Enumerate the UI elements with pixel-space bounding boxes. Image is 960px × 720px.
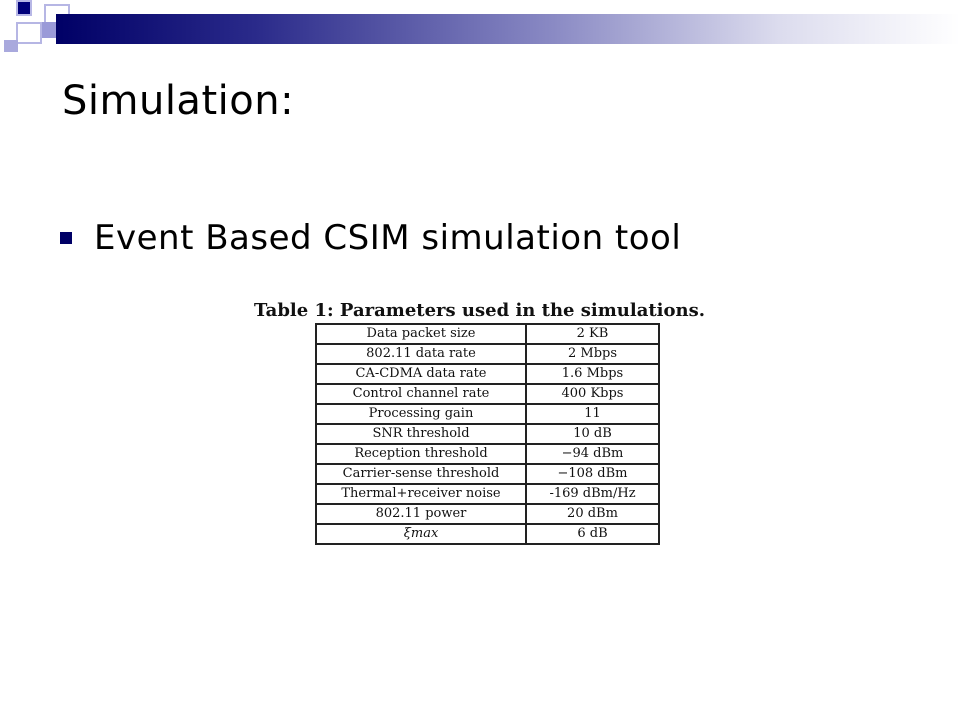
value-cell: 20 dBm xyxy=(526,504,659,524)
table-row xyxy=(316,484,659,504)
value-cell: −94 dBm xyxy=(526,444,659,464)
parameter-cell: Carrier-sense threshold xyxy=(316,464,526,484)
parameter-cell: Processing gain xyxy=(316,404,526,424)
decor-square xyxy=(42,22,56,38)
table-row xyxy=(316,464,659,484)
value-cell: 2 Mbps xyxy=(526,344,659,364)
parameter-cell: Data packet size xyxy=(316,324,526,344)
bullet-square-icon xyxy=(60,232,72,244)
bullet-item xyxy=(60,218,681,258)
table-row xyxy=(316,504,659,524)
table-row xyxy=(316,384,659,404)
value-cell: 1.6 Mbps xyxy=(526,364,659,384)
value-cell: 10 dB xyxy=(526,424,659,444)
parameter-cell: ξmax xyxy=(316,524,526,544)
title-gradient-bar xyxy=(56,14,960,44)
parameter-cell: CA-CDMA data rate xyxy=(316,364,526,384)
parameter-cell: Reception threshold xyxy=(316,444,526,464)
value-cell: 400 Kbps xyxy=(526,384,659,404)
table-row xyxy=(316,444,659,464)
parameter-cell: Thermal+receiver noise xyxy=(316,484,526,504)
value-cell: −108 dBm xyxy=(526,464,659,484)
value-cell: -169 dBm/Hz xyxy=(526,484,659,504)
bullet-text: Event Based CSIM simulation tool xyxy=(94,218,682,258)
parameter-cell: Control channel rate xyxy=(316,384,526,404)
table-caption: Table 1: Parameters used in the simulations. xyxy=(254,300,706,321)
table-row xyxy=(316,344,659,364)
parameter-cell: 802.11 data rate xyxy=(316,344,526,364)
table-row xyxy=(316,524,659,544)
parameters-table-figure xyxy=(248,300,732,545)
decor-square xyxy=(16,22,42,44)
value-cell: 2 KB xyxy=(526,324,659,344)
table-row xyxy=(316,424,659,444)
parameter-cell: 802.11 power xyxy=(316,504,526,524)
table-row xyxy=(316,404,659,424)
value-cell: 6 dB xyxy=(526,524,659,544)
decor-square xyxy=(4,40,18,52)
table-row xyxy=(316,324,659,344)
parameters-table xyxy=(315,323,660,545)
parameter-cell: SNR threshold xyxy=(316,424,526,444)
slide-title: Simulation: xyxy=(62,78,295,124)
value-cell: 11 xyxy=(526,404,659,424)
decor-square xyxy=(16,0,32,16)
table-row xyxy=(316,364,659,384)
